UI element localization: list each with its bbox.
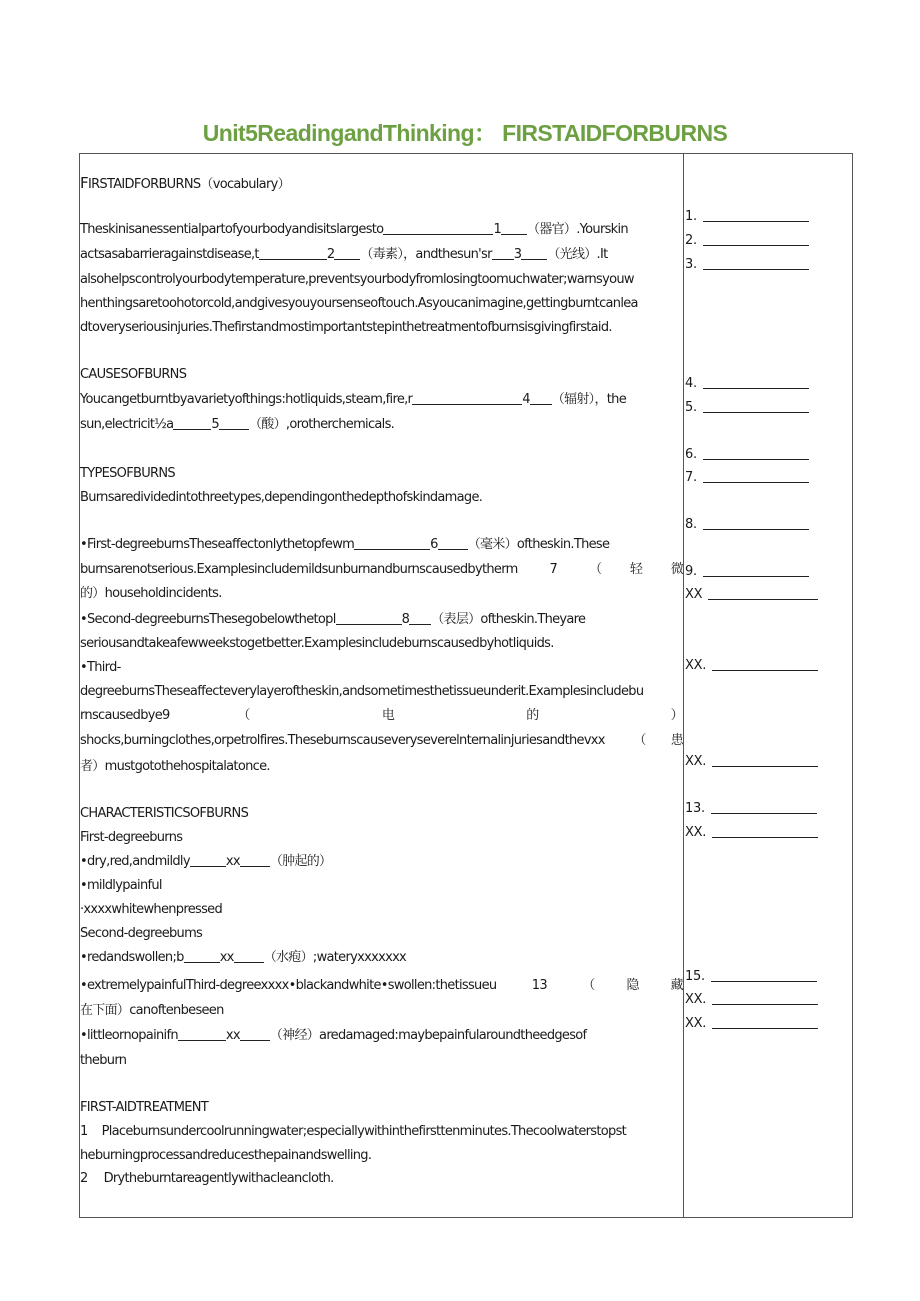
answer-line-10[interactable]: XX [685,586,818,602]
intro-line-1: Theskinisanessentialpartofyourbodyandisitslargesto 1 （器官）.Yourskin [80,222,628,237]
second-degree-subheading: Second-degreebums [80,926,203,941]
answer-line-2[interactable]: 2. [685,232,809,248]
answer-line-15[interactable]: 15. [685,968,817,984]
third-degree-line-1: •Third- [80,660,121,675]
intro-line-4: henthingsaretoohotorcold,andgivesyouyoursenseoftouch.Asyoucanimagine,gettingburntcanlea [80,296,638,311]
answer-line-5[interactable]: 5. [685,399,809,415]
char-line-8: theburn [80,1053,127,1068]
answer-line-9[interactable]: 9. [685,563,809,579]
third-degree-line-2: degreeburnsTheseaffecteverylayeroftheskin,andsometimesthetissueunderit.Examplesincludebu [80,684,644,699]
treatment-step-1: 1 Placeburnsundercoolrunningwater;especiallywithinthefirsttenminutes.Thecoolwaterstopst [80,1124,627,1139]
types-intro: Burnsaredividedintothreetypes,dependingonthedepthofskindamage. [80,490,483,505]
column-divider [683,153,684,1218]
causes-heading: CAUSESOFBURNS [80,367,187,382]
intro-line-5: dtoveryseriousinjuries.Thefirstandmostimportantstepinthetreatmentofburnsisgivingfirstaid. [80,320,612,335]
second-degree-line-2: seriousandtakeafewweekstogetbetter.Examplesincludeburnscausedbyhotliquids. [80,636,554,651]
first-degree-line-2: burnsarenotserious.Examplesincludemildsunburnandburnscausedbytherm 7 （轻微 [80,562,683,577]
first-degree-subheading: First-degreeburns [80,830,183,845]
answer-line-14[interactable]: XX. [685,824,818,840]
char-line-4: •redandswollen;b xx （水疱）;wateryxxxxxxx [80,950,407,965]
causes-line-1: Youcangetburntbyavarietyofthings:hotliquids,steam,fire,r 4 （辐射），the [80,392,627,407]
first-degree-line-3: 的）householdincidents. [80,586,222,601]
answer-line-13[interactable]: 13. [685,800,817,816]
char-line-6: 在下面）canoftenbeseen [80,1003,224,1018]
page-title: Unit5ReadingandThinking： FIRSTAIDFORBURNS [202,120,728,146]
answer-line-7[interactable]: 7. [685,469,809,485]
answer-line-3[interactable]: 3. [685,256,809,272]
answer-line-17[interactable]: XX. [685,1015,818,1031]
answer-line-8[interactable]: 8. [685,516,809,532]
types-heading: TYPESOFBURNS [80,466,175,481]
char-line-2: •mildlypainful [80,878,162,893]
treatment-heading: FIRST-AIDTREATMENT [80,1100,208,1115]
third-degree-line-5: 者）mustgotothehospitalatonce. [80,759,270,774]
answer-line-6[interactable]: 6. [685,446,809,462]
answer-line-1[interactable]: 1. [685,208,809,224]
answer-line-12[interactable]: XX. [685,753,818,769]
answer-line-4[interactable]: 4. [685,375,809,391]
answer-line-11[interactable]: XX. [685,657,818,673]
intro-line-3: alsohelpscontrolyourbodytemperature,preventsyourbodyfromlosingtoomuchwater;warnsyouw [80,272,634,287]
char-line-5: •extremelypainfulThird-degreexxxx•blackandwhite•swollen:thetissueu 13 （隐藏 [80,978,683,993]
intro-line-2: actsasabarrieragainstdisease,t 2 （毒素），andthesun'sr 3 （光线）.It [80,247,608,262]
vocabulary-heading: FIRSTAIDFORBURNS（vocabulary） [80,174,290,192]
answer-line-16[interactable]: XX. [685,991,818,1007]
third-degree-line-3: rnscausedbye9 （ 电 的 ） [80,708,683,723]
characteristics-heading: CHARACTERISTICSOFBURNS [80,806,249,821]
treatment-step-2: 2 Drytheburntareagentlywithacleancloth. [80,1171,334,1186]
char-line-1: •dry,red,andmildly xx （肿起的） [80,854,332,869]
char-line-7: •littleornopainifn xx （神经）aredamaged:maybepainfularoundtheedgesof [80,1028,587,1043]
third-degree-line-4: shocks,burningclothes,orpetrolfires.Theseburnscauseveryseverelnternalinjuriesandthevxx （患 [80,733,683,748]
treatment-step-1-cont: heburningprocessandreducesthepainandswelling. [80,1148,372,1163]
second-degree-line-1: •Second-degreeburnsThesegobelowthetopl 8 （表层）oftheskin.Theyare [80,612,586,627]
first-degree-line-1: •First-degreeburnsTheseaffectonlythetopfewm 6 （毫米）oftheskin.These [80,537,610,552]
causes-line-2: sun,electricit½a 5 （酸）,orotherchemicals. [80,417,395,432]
char-line-3: ·xxxxwhitewhenpressed [80,902,222,917]
